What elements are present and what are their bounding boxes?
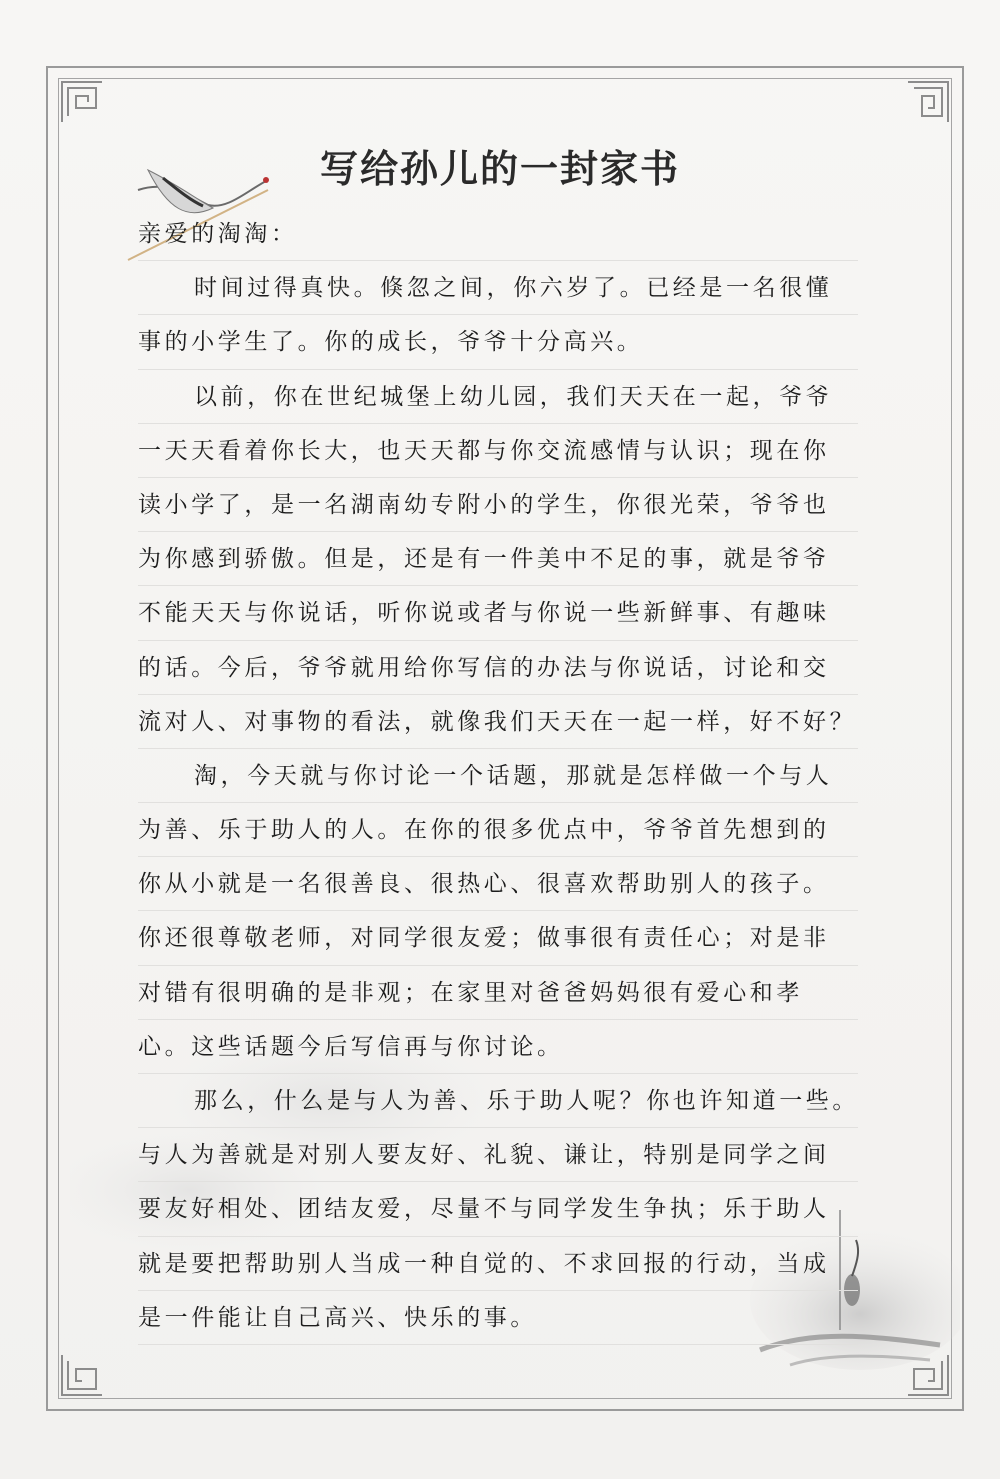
letter-title: 写给孙儿的一封家书: [319, 146, 680, 191]
text-line: 就是要把帮助别人当成一种自觉的、不求回报的行动，当成: [138, 1237, 858, 1291]
text-line: 心。这些话题今后写信再与你讨论。: [138, 1020, 858, 1074]
text-line: 与人为善就是对别人要友好、礼貌、谦让，特别是同学之间: [138, 1128, 858, 1182]
fret-corner-icon: [60, 80, 104, 124]
text-line: 为你感到骄傲。但是，还是有一件美中不足的事，就是爷爷: [138, 532, 858, 586]
text-line: 以前，你在世纪城堡上幼儿园，我们天天在一起，爷爷: [138, 370, 858, 424]
text-line: 一天天看着你长大，也天天都与你交流感情与认识；现在你: [138, 424, 858, 478]
text-line: 事的小学生了。你的成长，爷爷十分高兴。: [138, 315, 858, 369]
text-line: 的话。今后，爷爷就用给你写信的办法与你说话，讨论和交: [138, 641, 858, 695]
text-line: 是一件能让自己高兴、快乐的事。: [138, 1291, 858, 1345]
fret-corner-icon: [60, 1353, 104, 1397]
salutation: 亲爱的淘淘：: [138, 207, 858, 261]
text-line: 你从小就是一名很善良、很热心、很喜欢帮助别人的孩子。: [138, 857, 858, 911]
text-line: 流对人、对事物的看法，就像我们天天在一起一样，好不好？: [138, 695, 858, 749]
text-line: 时间过得真快。倏忽之间，你六岁了。已经是一名很懂: [138, 261, 858, 315]
text-line: 对错有很明确的是非观；在家里对爸爸妈妈很有爱心和孝: [138, 966, 858, 1020]
text-line: 淘，今天就与你讨论一个话题，那就是怎样做一个与人: [138, 749, 858, 803]
text-line: 你还很尊敬老师，对同学很友爱；做事很有责任心；对是非: [138, 911, 858, 965]
text-line: 为善、乐于助人的人。在你的很多优点中，爷爷首先想到的: [138, 803, 858, 857]
text-line: 读小学了，是一名湖南幼专附小的学生，你很光荣，爷爷也: [138, 478, 858, 532]
fret-corner-icon: [906, 80, 950, 124]
text-line: 那么，什么是与人为善、乐于助人呢？你也许知道一些。: [138, 1074, 858, 1128]
letter-body: [138, 207, 858, 1345]
text-line: 不能天天与你说话，听你说或者与你说一些新鲜事、有趣味: [138, 586, 858, 640]
text-line: 要友好相处、团结友爱，尽量不与同学发生争执；乐于助人: [138, 1182, 858, 1236]
